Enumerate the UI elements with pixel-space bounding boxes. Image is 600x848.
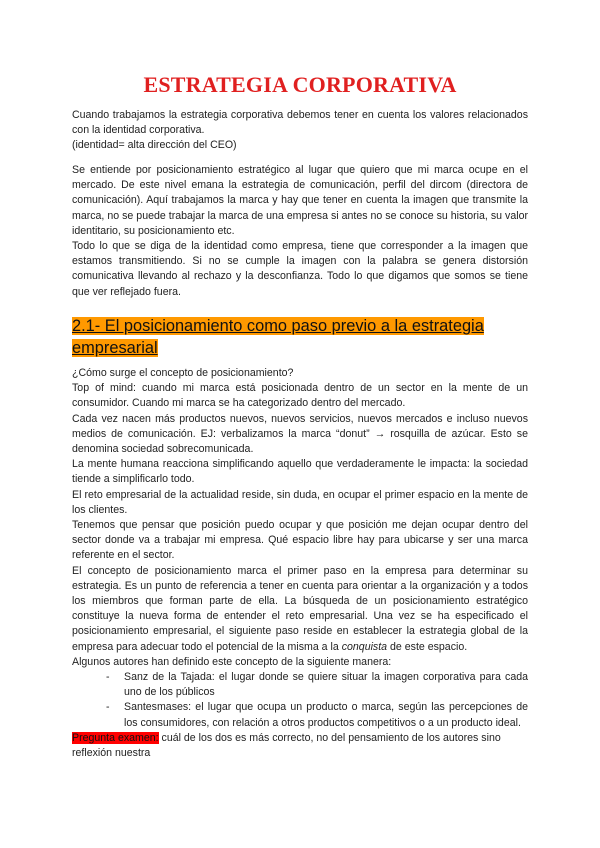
body-paragraph: Top of mind: cuando mi marca está posicionada dentro de un sector en la mente de un consumidor. Cuando mi marca se ha categorizado dentro del mercado. [72,382,528,410]
section1-paragraph-1: Se entiende por posicionamiento estratégico al lugar que quiero que mi marca ocupe en el mercado. De este nivel emana la estrategia de comunicación, perfil del dircom (directora de comunicación). Aquí trabajamos la marca y hay que tener en cuenta la imagen que transmite la marca, no se puede trabajar la marca de una empresa si antes no se conoce su historia, su valor identitario, su posicionamiento etc. [72,164,528,237]
paragraph-text: El concepto de posicionamiento marca el primer paso en la empresa para determinar su estrategia. Es un punto de referencia a tener en cuenta para orientar a la organización y a todos los miembros que forman parte de ella. La búsqueda de un posicionamiento estratégico constituye la nueva forma de entender el reto empresarial. Una vez se ha especificado el posicionamiento empresarial, el siguiente paso reside en establecer la estrategia global de la empresa para adecuar todo el potencial de la misma a la [72,564,528,653]
list-item-text: Santesmases: el lugar que ocupa un producto o marca, según las percepciones de los consumidores, con relación a otros productos competitivos o a un producto ideal. [124,701,528,729]
list-item [106,700,528,730]
intro-note: (identidad= alta dirección del CEO) [72,139,237,152]
section2-block [72,366,528,761]
exam-text: cuál de los dos es más correcto, no del pensamiento de los autores sino reflexión nuestra [72,731,501,760]
section1-block [72,163,528,300]
body-paragraph [72,564,528,655]
emphasis-text: conquista [341,640,388,653]
exam-question [72,731,528,761]
body-paragraph: Algunos autores han definido este concepto de la siguiente manera: [72,655,392,668]
list-item-text: Sanz de la Tajada: el lugar donde se quiere situar la imagen corporativa para cada uno de los públicos [124,671,528,699]
authors-list [72,670,528,731]
body-paragraph: La mente humana reacciona simplificando aquello que verdaderamente le impacta: la sociedad tiende a simplificarlo todo. [72,458,528,486]
dash-bullet-icon: - [106,671,110,684]
section-heading [72,315,532,359]
page-title: ESTRATEGIA CORPORATIVA [143,72,457,97]
body-paragraph: Cada vez nacen más productos nuevos, nuevos servicios, nuevos mercados e incluso nuevos medios de comunicación. EJ: verbalizamos la marca “donut” → rosquilla de azúcar. Esto se denomina sociedad sobrecomunicada. [72,412,528,456]
dash-bullet-icon: - [106,701,110,714]
list-item [106,670,528,700]
intro-paragraph: Cuando trabajamos la estrategia corporativa debemos tener en cuenta los valores relacionados con la identidad corporativa. [72,109,528,137]
intro-block [72,108,528,154]
body-paragraph: Tenemos que pensar que posición puedo ocupar y que posición me dejan ocupar dentro del sector donde va a trabajar mi empresa. Qué espacio libre hay para ubicarse y ser una marca referente en el sector. [72,519,528,562]
body-paragraph: El reto empresarial de la actualidad reside, sin duda, en ocupar el primer espacio en la mente de los clientes. [72,488,528,516]
question-line: ¿Cómo surge el concepto de posicionamiento? [72,367,294,379]
paragraph-text: de este espacio. [390,640,468,653]
section1-paragraph-2: Todo lo que se diga de la identidad como empresa, tiene que corresponder a la imagen que estamos transmitiendo. Si no se cumple la imagen con la palabra se genera distorsión comunicativa llevando al rechazo y la desconfianza. Todo lo que digamos que somos se tiene que ver reflejado fuera. [72,240,528,298]
section-heading-text: 2.1- El posicionamiento como paso previo a la estrategia empresarial [72,317,484,357]
exam-label: Pregunta examen: [72,731,159,744]
